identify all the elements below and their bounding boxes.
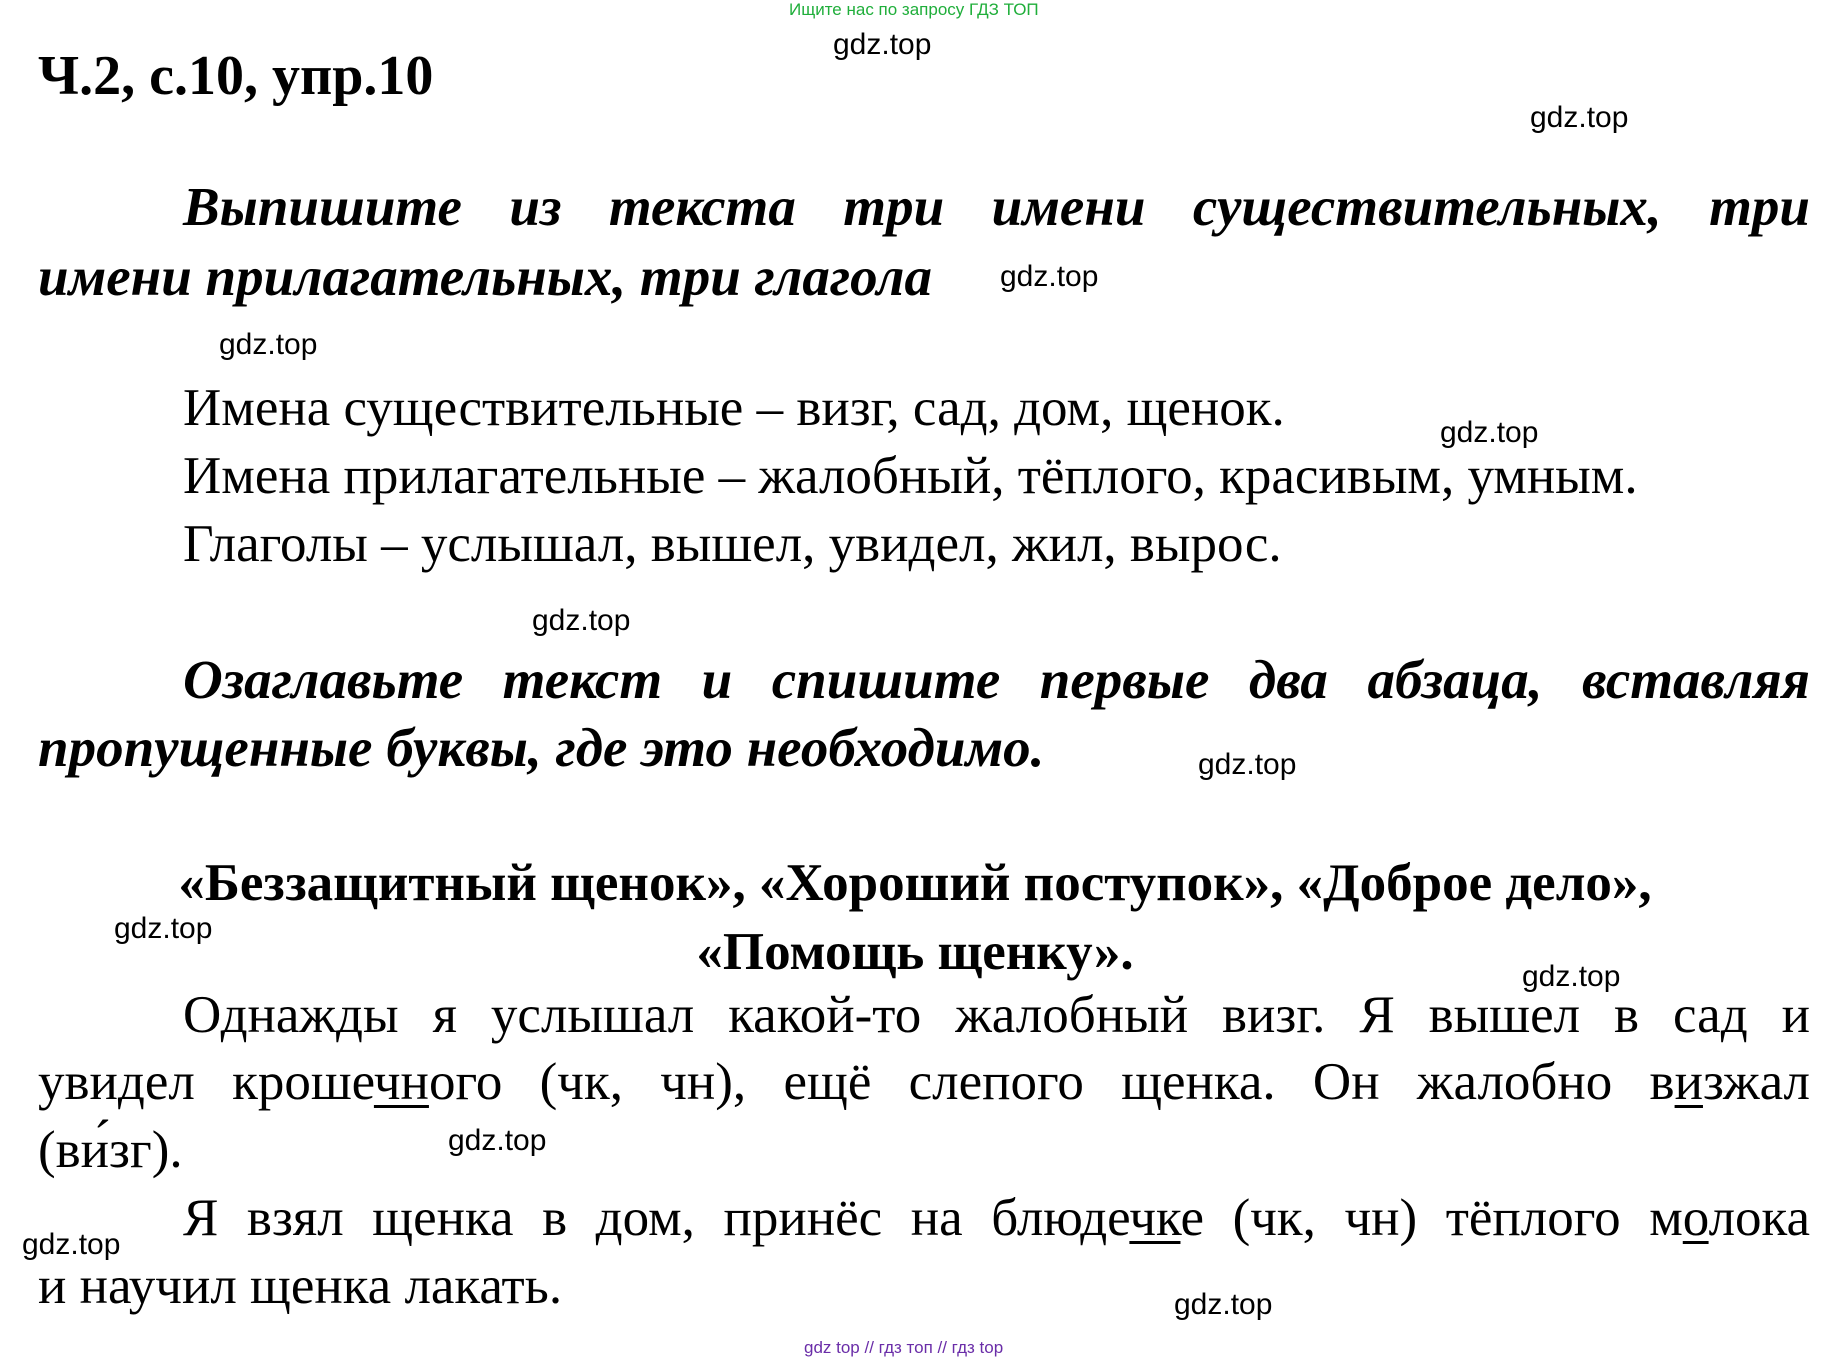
watermark: gdz.top	[532, 604, 631, 637]
paragraph-2-line-2: и научил щенка лакать.	[38, 1257, 563, 1315]
top-search-note: Ищите нас по запросу ГДЗ ТОП	[789, 0, 1039, 19]
text-segment: Я взял щенка в дом, принёс на блюде	[183, 1189, 1130, 1247]
task-1-line-1: Выпишите из текста три имени существительных, три	[183, 176, 1810, 237]
underlined-letters: чк	[1129, 1189, 1181, 1247]
page-title: Ч.2, с.10, упр.10	[38, 45, 434, 107]
watermark: gdz.top	[219, 328, 318, 361]
watermark: gdz.top	[833, 28, 932, 61]
watermark: gdz.top	[1198, 748, 1297, 781]
watermark: gdz.top	[1522, 960, 1621, 993]
paragraph-1-line-2	[38, 1052, 1810, 1112]
text-segment: лока	[1708, 1189, 1810, 1247]
underlined-letters: чн	[373, 1053, 429, 1111]
underlined-letters: и	[1674, 1053, 1703, 1111]
watermark: gdz.top	[114, 912, 213, 945]
watermark: gdz.top	[1174, 1288, 1273, 1321]
answer-nouns: Имена существительные – визг, сад, дом, щенок.	[183, 379, 1285, 437]
paragraph-1-line-3: (ви́зг).	[38, 1121, 183, 1179]
text-segment: увидел кроше	[38, 1053, 374, 1111]
bottom-note: gdz top // гдз топ // гдз top	[804, 1338, 1004, 1357]
paragraph-2-line-1	[183, 1188, 1810, 1248]
underlined-letters: о	[1682, 1189, 1709, 1247]
task-2-line-1: Озаглавьте текст и спишите первые два абзаца, вставляя	[183, 649, 1810, 710]
titles-line-1: «Беззащитный щенок», «Хороший поступок», «Доброе дело»,	[178, 854, 1652, 912]
task-2-line-2: пропущенные буквы, где это необходимо.	[38, 717, 1045, 778]
task-1-line-2: имени прилагательных, три глагола	[38, 246, 932, 307]
paragraph-1-line-1: Однажды я услышал какой-то жалобный визг. Я вышел в сад и	[183, 986, 1810, 1044]
answer-verbs: Глаголы – услышал, вышел, увидел, жил, вырос.	[183, 515, 1282, 573]
answer-adjectives: Имена прилагательные – жалобный, тёплого, красивым, умным.	[183, 447, 1638, 505]
text-segment: ого (чк, чн), ещё слепого щенка. Он жалобно в	[428, 1053, 1675, 1111]
text-segment: зжал	[1702, 1053, 1811, 1111]
titles-line-2: «Помощь щенку».	[696, 923, 1134, 981]
watermark: gdz.top	[22, 1228, 121, 1261]
watermark: gdz.top	[448, 1124, 547, 1157]
text-segment: е (чк, чн) тёплого м	[1180, 1189, 1683, 1247]
watermark: gdz.top	[1000, 260, 1099, 293]
watermark: gdz.top	[1530, 101, 1629, 134]
watermark: gdz.top	[1440, 416, 1539, 449]
